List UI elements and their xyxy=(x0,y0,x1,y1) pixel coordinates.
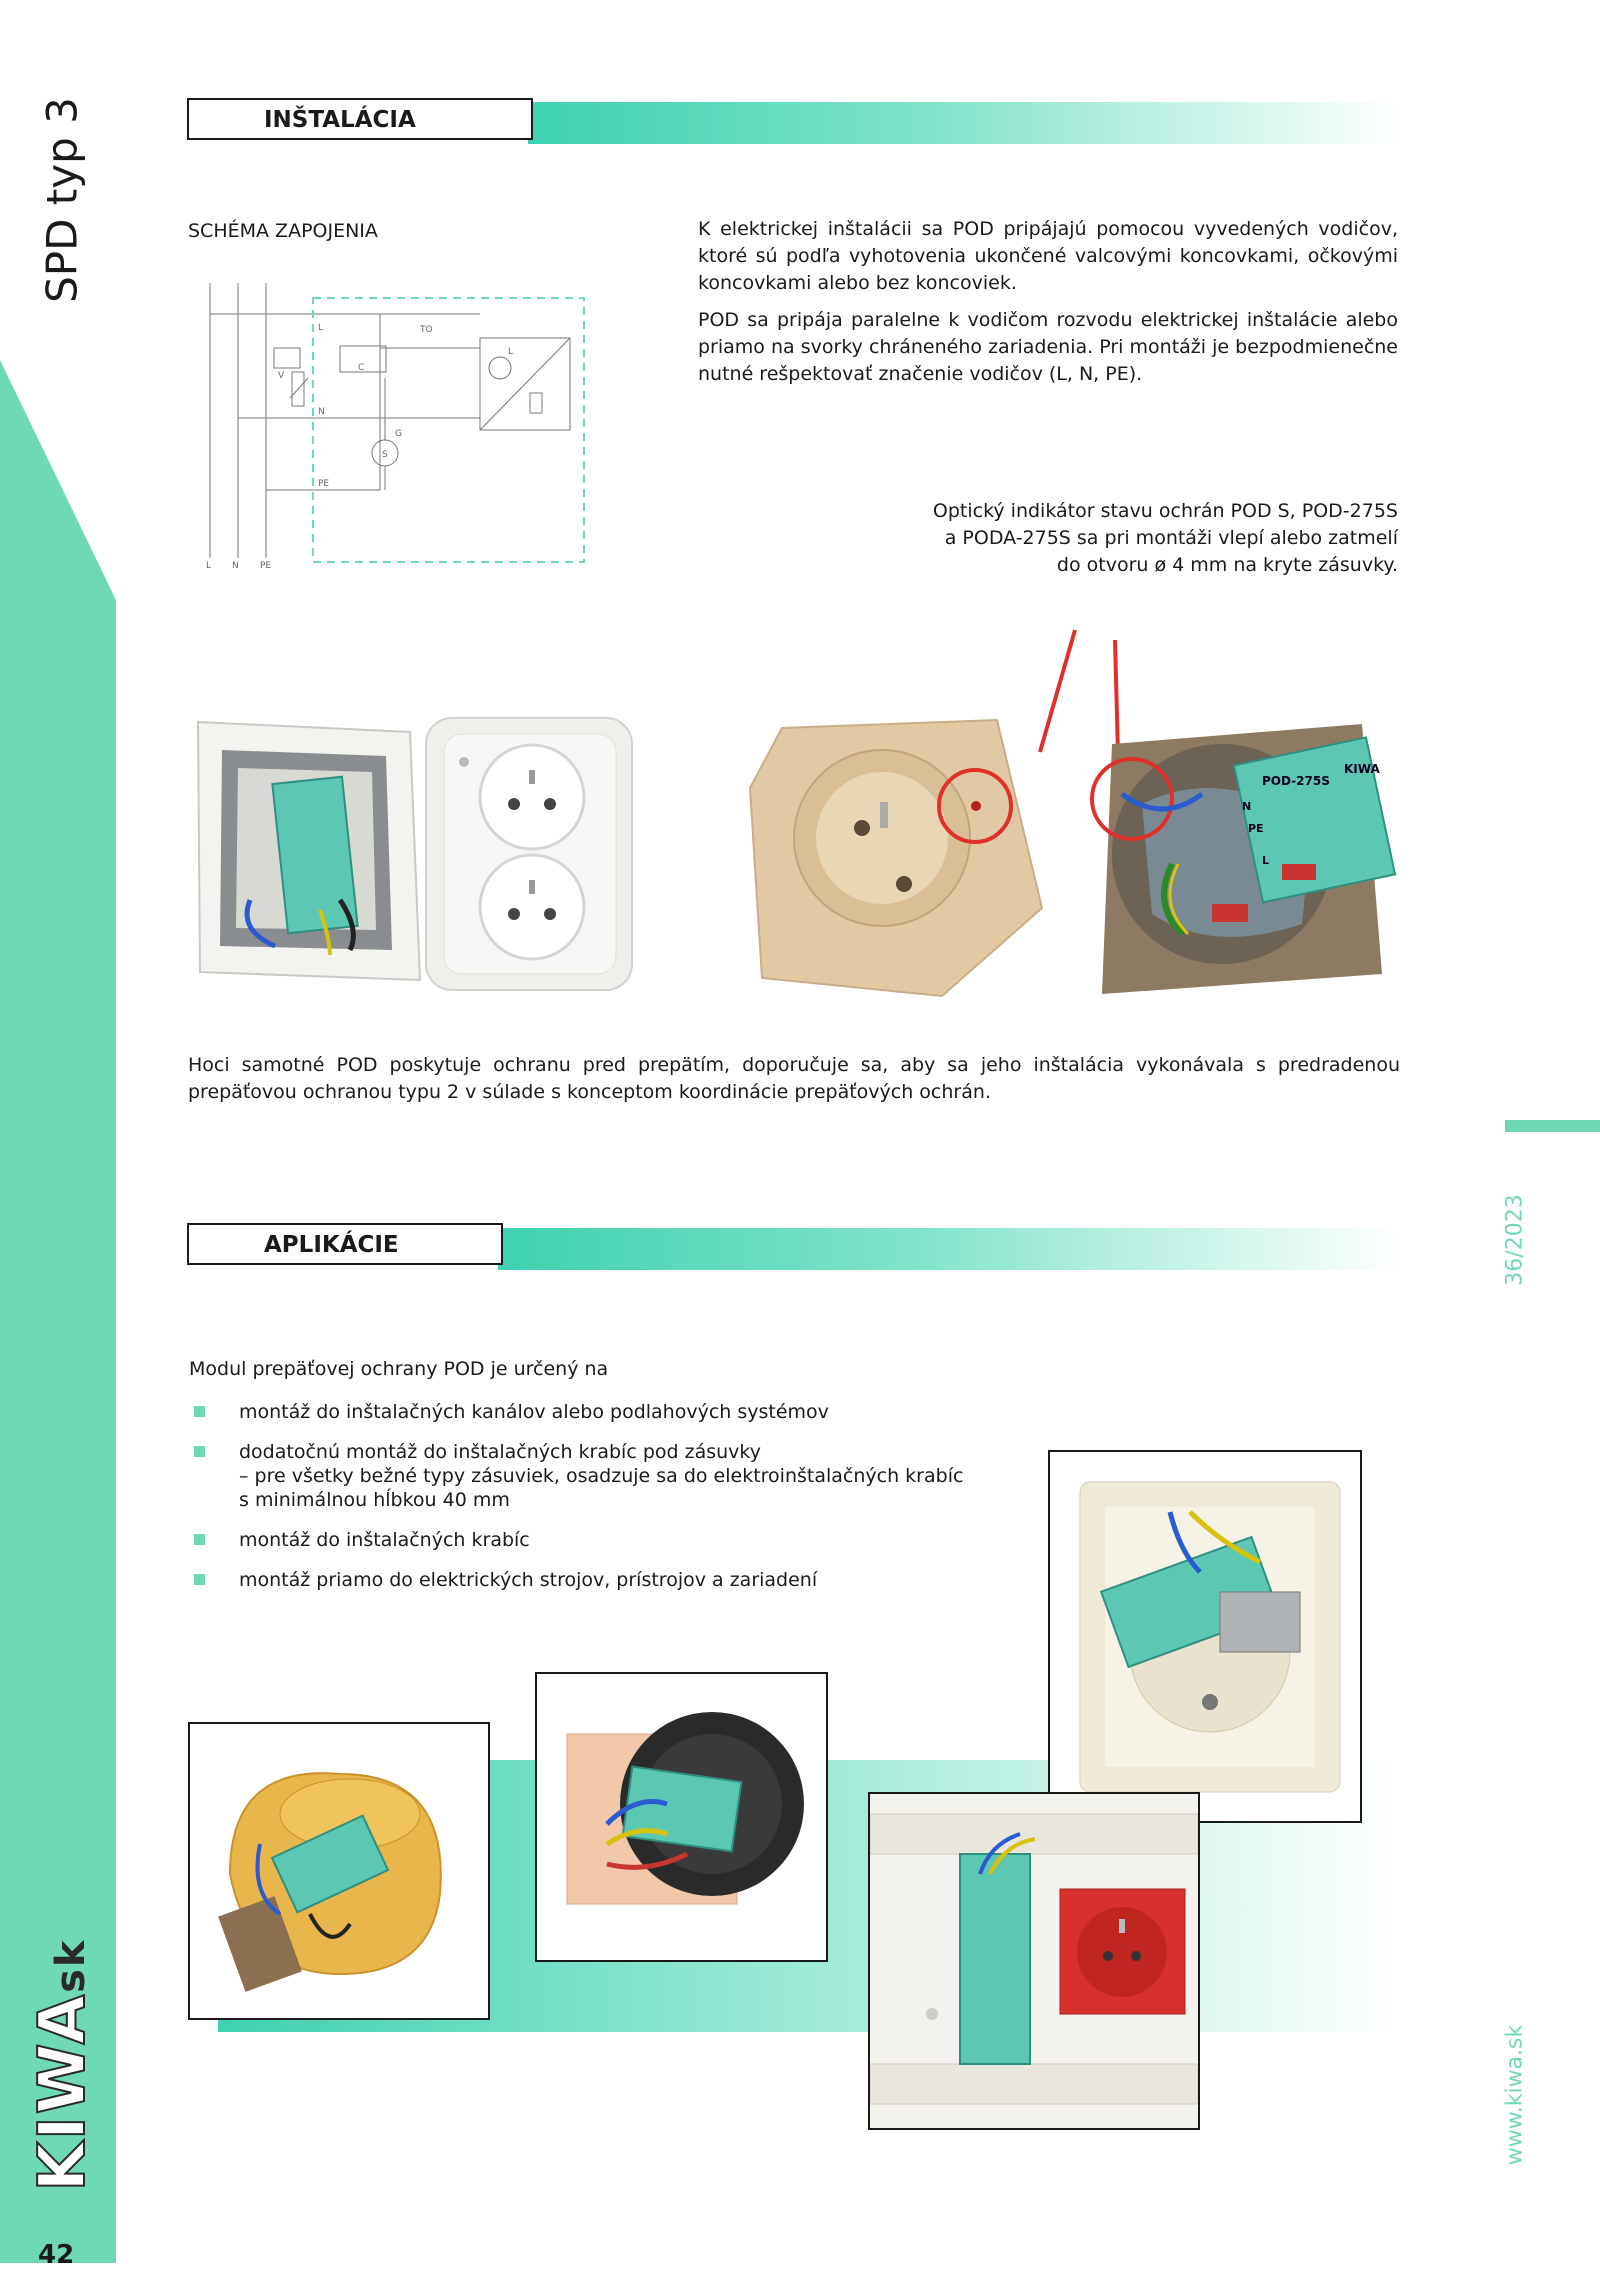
diagram-label-l: L xyxy=(318,323,324,333)
website-link[interactable]: www.kiwa.sk xyxy=(1502,2024,1528,2166)
diagram-label-to: TO xyxy=(420,325,433,335)
sidebar-band xyxy=(0,0,120,2263)
page-number: 42 xyxy=(38,2240,75,2270)
issue-number: 36/2023 xyxy=(1502,1194,1528,1286)
caption-line-1: Optický indikátor stavu ochrán POD S, POD-275S xyxy=(932,500,1398,522)
logo-suffix: sk xyxy=(48,1938,94,1993)
list-item: montáž do inštalačných krabíc xyxy=(189,1528,1089,1552)
list-item: montáž priamo do elektrických strojov, prístrojov a zariadení xyxy=(189,1568,1089,1592)
wiring-diagram xyxy=(190,268,600,568)
photo-double-socket xyxy=(418,712,642,998)
diagram-label-c: C xyxy=(358,363,365,373)
module-type-label: POD-275S xyxy=(1262,774,1330,788)
indicator-caption xyxy=(860,498,1398,579)
diagram-label-s: S xyxy=(382,450,388,460)
diagram-label-pe-mid: PE xyxy=(318,479,330,489)
list-item: dodatočnú montáž do inštalačných krabíc pod zásuvky – pre všetky bežné typy zásuviek, osadzuje sa do elektroinštalačných krabíc s minimálnou hĺbkou 40 mm xyxy=(189,1440,1089,1512)
installation-paragraph-1: K elektrickej inštalácii sa POD pripájajú pomocou vyvedených vodičov, ktoré sú podľa vyhotovenia ukončené valcovými koncovkami, očkovými koncovkami alebo bez koncoviek. xyxy=(698,218,1398,294)
diagram-label-l-bottom: L xyxy=(206,561,212,568)
module-brand-label: KIWA xyxy=(1344,762,1380,776)
diagram-label-l-right: L xyxy=(508,347,514,357)
applications-intro: Modul prepäťovej ochrany POD je určený na xyxy=(189,1358,609,1380)
module-pe-label: PE xyxy=(1248,822,1264,835)
diagram-label-n-bottom: N xyxy=(232,561,239,568)
section-heading-applications: APLIKÁCIE xyxy=(187,1223,503,1265)
diagram-label-n-mid: N xyxy=(318,407,325,417)
page-marker xyxy=(1505,1120,1600,1132)
bullet-square xyxy=(194,1574,205,1585)
photo-beige-socket-indicator xyxy=(742,708,1052,1000)
bullet-square xyxy=(194,1534,205,1545)
logo-wordmark: KIWA xyxy=(26,1992,100,2192)
side-title: SPD typ 3 xyxy=(37,97,87,303)
section-strip-installation xyxy=(528,102,1400,144)
module-l-label: L xyxy=(1262,854,1270,867)
caption-line-2: a PODA-275S sa pri montáži vlepí alebo zatmelí xyxy=(944,527,1398,549)
caption-line-3: do otvoru ø 4 mm na kryte zásuvky. xyxy=(1056,554,1398,576)
bullet-square xyxy=(194,1406,205,1417)
photo-cable-duct-socket xyxy=(868,1792,1200,2130)
module-n-label: N xyxy=(1242,800,1252,813)
photo-socket-with-module xyxy=(180,710,430,992)
photo-round-box-module xyxy=(535,1672,828,1962)
section-strip-applications xyxy=(498,1228,1400,1270)
schema-label: SCHÉMA ZAPOJENIA xyxy=(188,220,378,242)
kiwa-logo xyxy=(26,1938,100,2192)
coordination-note: Hoci samotné POD poskytuje ochranu pred prepätím, doporučuje sa, aby sa jeho inštalácia vykonávala s predradenou prepäťovou ochranou typu 2 v súlade s konceptom koordinácie prepäťových ochrán. xyxy=(188,1054,1400,1103)
diagram-label-g: G xyxy=(395,429,402,439)
list-item: montáž do inštalačných kanálov alebo podlahových systémov xyxy=(189,1400,1089,1424)
applications-list xyxy=(189,1400,1089,1608)
photo-yellow-installation-box xyxy=(188,1722,490,2020)
diagram-label-pe-bottom: PE xyxy=(260,561,272,568)
section-heading-installation: INŠTALÁCIA xyxy=(187,98,533,140)
bullet-square xyxy=(194,1446,205,1457)
diagram-label-v: V xyxy=(278,371,285,381)
installation-paragraph-2: POD sa pripája paralelne k vodičom rozvodu elektrickej inštalácie alebo priamo na svorky chráneného zariadenia. Pri montáži je bezpodmienečne nutné rešpektovať značenie vodičov (L, N, PE). xyxy=(698,309,1398,385)
photo-module-in-box xyxy=(1082,704,1402,1000)
photo-cream-socket-module xyxy=(1048,1450,1362,1823)
